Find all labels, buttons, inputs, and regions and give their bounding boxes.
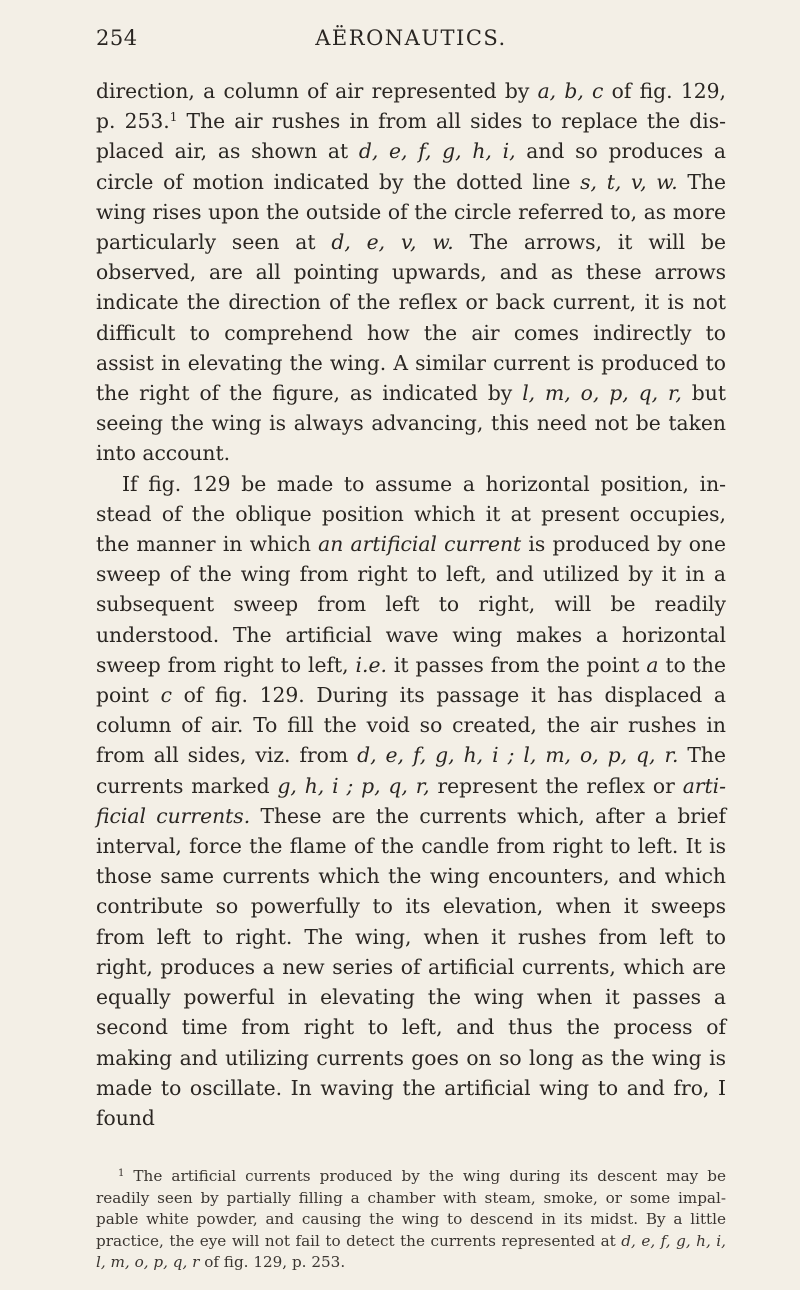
- paragraph-2: If fig. 129 be made to assume a horizontal position, instead of the oblique position which it at present occupies, the manner in which an artificial current is produced by one sweep of the wing from right to left, and utilized by it in a subsequent sweep from left to right, will be readily understood. The artificial wave wing makes a horizontal sweep from right to left, i.e. it passes from the point a to the point c of fig. 129. During its passage it has displaced a column of air. To fill the void so created, the air rushes in from all sides, viz. from d, e, f, g, h, i ; l, m, o, p, q, r. The currents marked g, h, i ; p, q, r, represent the reflex or artificial currents. These are the currents which, after a brief interval, force the flame of the candle from right to left. It is those same currents which the wing encounters, and which contribute so powerfully to its elevation, when it sweeps from left to right. The wing, when it rushes from left to right, produces a new series of artificial currents, which are equally powerful in elevating the wing when it passes a second time from right to left, and thus the process of making and utilizing currents goes on so long as the wing is made to oscillate. In waving the artificial wing to and fro, I found: [96, 471, 727, 1130]
- body-text: [96, 76, 726, 1133]
- running-title: AËRONAUTICS.: [315, 26, 507, 50]
- footnote-marker: 1: [169, 110, 178, 125]
- page-number: 254: [96, 26, 138, 50]
- footnote-number: 1: [118, 1168, 125, 1179]
- running-header: [96, 18, 726, 58]
- footnote: $^1$ The artificial currents produced by the wing during its descent may be readily seen by partially filling a chamber with steam, smoke, or some impalpable white powder, and causing the wing to descend in its midst. By a little practice, the eye will not fail to detect the currents represented at d, e, f, g, h, i, l, m, o, p, q, r of fig. 129, p. 253.: [96, 1167, 726, 1272]
- paragraph-1: direction, a column of air represented by a, b, c of fig. 129, p. 253.$^1$ The air rushes in from all sides to replace the displaced air, as shown at d, e, f, g, h, i, and so produces a circle of motion indicated by the dotted line s, t, v, w. The wing rises upon the outside of the circle referred to, as more particularly seen at d, e, v, w. The arrows, it will be observed, are all pointing upwards, and as these arrows indicate the direction of the reflex or back current, it is not difficult to comprehend how the air comes indirectly to assist in elevating the wing. A similar current is produced to the right of the figure, as indicated by l, m, o, p, q, r, but seeing the wing is always advancing, this need not be taken into account.: [96, 79, 726, 466]
